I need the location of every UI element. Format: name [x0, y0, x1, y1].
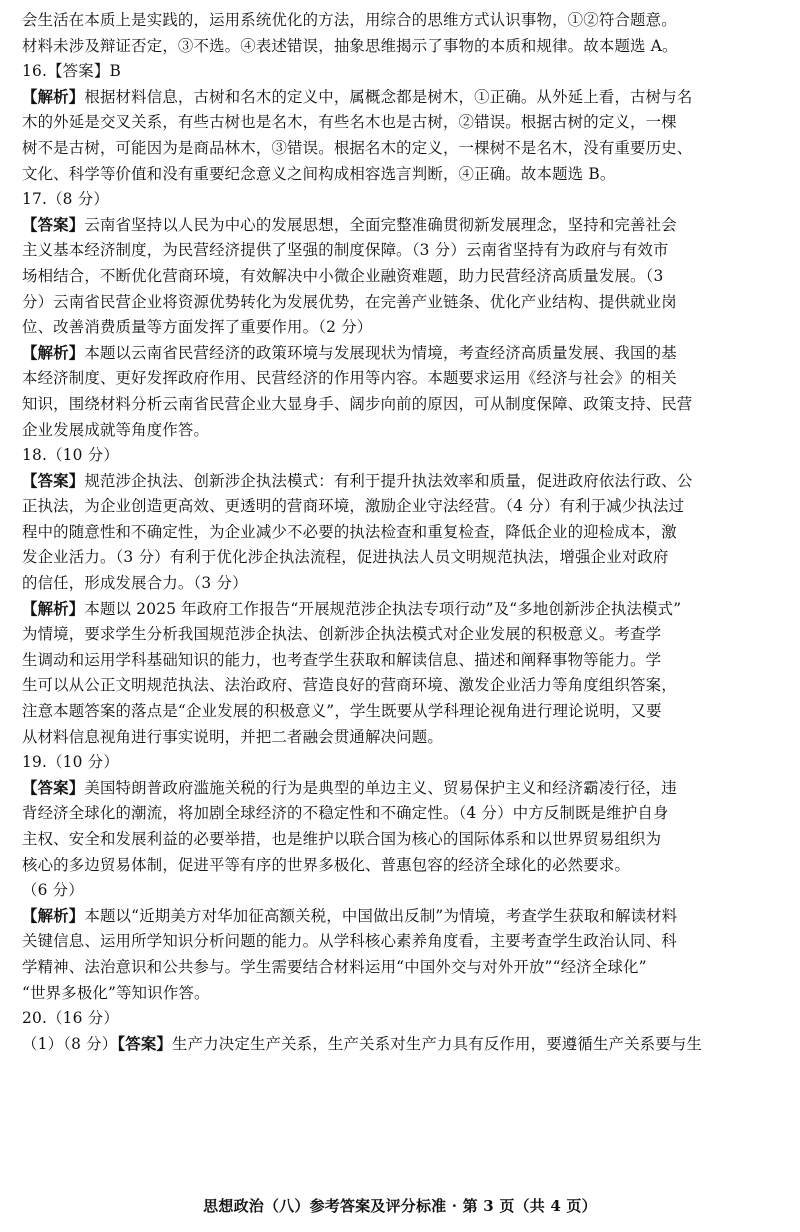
- section-line: [22, 673, 782, 699]
- line-text: 文化、科学等价值和没有重要纪念意义之间构成相容选言判断，④正确。故本题选 B。: [22, 164, 616, 183]
- section-label: 【答案】: [22, 471, 85, 490]
- sub-question-prefix: （1）（8 分）: [22, 1034, 118, 1053]
- section-line: [22, 469, 782, 495]
- line-text: 材料未涉及辩证否定，③不选。④表述错误，抽象思维揭示了事物的本质和规律。故本题选 A。: [22, 36, 678, 55]
- line-text: 场相结合，不断优化营商环境，有效解决中小微企业融资难题，助力民营经济高质量发展。（3: [22, 266, 664, 285]
- section-line: [22, 520, 782, 546]
- section-label: 【解析】: [22, 87, 85, 106]
- section-line: [22, 1032, 782, 1058]
- line-text: （6 分）: [22, 881, 84, 900]
- line-text: 主权、安全和发展利益的必要举措，也是维护以联合国为核心的国际体系和以世界贸易组织为: [22, 830, 662, 848]
- section-line: [22, 545, 782, 571]
- section-line: [22, 981, 782, 1007]
- section-line: [22, 929, 782, 955]
- question-number: 17.（8 分）: [22, 190, 109, 209]
- section-label: 【答案】: [22, 215, 85, 234]
- section-line: [22, 648, 782, 674]
- line-text: 树不是古树，可能因为是商品林木，③错误。根据名木的定义，一棵树不是名木，没有重要历史、: [22, 138, 693, 157]
- answer-content: [22, 8, 782, 1057]
- line-text: 正执法，为企业创造更高效、更透明的营商环境，激励企业守法经营。（4 分）有利于减少执法过: [22, 497, 685, 516]
- line-text: “世界多极化”等知识作答。: [22, 983, 210, 1002]
- section-line: [22, 290, 782, 316]
- section-line: [22, 878, 782, 904]
- line-text: 学精神、法治意识和公共参与。学生需要结合材料运用“中国外交与对外开放”“经济全球化”: [22, 957, 647, 976]
- line-text: 本题以 2025 年政府工作报告“开展规范涉企执法专项行动”及“多地创新涉企执法模式”: [84, 599, 682, 618]
- line-text: 本经济制度、更好发挥政府作用、民营经济的作用等内容。本题要求运用《经济与社会》的相关: [22, 369, 677, 388]
- section-line: [22, 315, 782, 341]
- section-line: [22, 622, 782, 648]
- line-text: 程中的随意性和不确定性，为企业减少不必要的执法检查和重复检查，降低企业的迎检成本，激: [22, 522, 677, 541]
- section-label: 【解析】: [22, 343, 85, 362]
- section-label: 【解析】: [22, 599, 85, 618]
- line-text: 会生活在本质上是实践的，运用系统优化的方法，用综合的思维方式认识事物，①②符合题意。: [22, 11, 677, 29]
- section-line: [22, 392, 782, 418]
- line-text: 规范涉企执法、创新涉企执法模式：有利于提升执法效率和质量，促进政府依法行政、公: [84, 471, 693, 490]
- question-number: 19.（10 分）: [22, 753, 119, 772]
- section-line: [22, 341, 782, 367]
- line-text: 分）云南省民营企业将资源优势转化为发展优势，在完善产业链条、优化产业结构、提供就业岗: [22, 292, 677, 311]
- section-line: [22, 136, 782, 162]
- section-line: [22, 827, 782, 853]
- text-line: [22, 34, 782, 60]
- line-text: 注意本题答案的落点是“企业发展的积极意义”，学生既要从学科理论视角进行理论说明，又要: [22, 702, 662, 721]
- page-footer: 思想政治（八）参考答案及评分标准 · 第 3 页（共 4 页）: [203, 1197, 597, 1215]
- section-line: [22, 801, 782, 827]
- section-line: [22, 213, 782, 239]
- section-line: [22, 904, 782, 930]
- line-text: 主义基本经济制度，为民营经济提供了坚强的制度保障。（3 分）云南省坚持有为政府与有效市: [22, 241, 669, 260]
- section-line: [22, 85, 782, 111]
- line-text: 企业发展成就等角度作答。: [22, 420, 210, 439]
- section-line: [22, 366, 782, 392]
- question-number: 20.（16 分）: [22, 1009, 119, 1028]
- section-label: 【答案】: [117, 1034, 173, 1053]
- section-line: [22, 571, 782, 597]
- section-label: 【解析】: [22, 906, 85, 925]
- section-line: [22, 162, 782, 188]
- section-line: [22, 494, 782, 520]
- line-text: 关键信息、运用所学知识分析问题的能力。从学科核心素养角度看，主要考查学生政治认同、科: [22, 932, 677, 951]
- text-line: [22, 8, 782, 34]
- line-text: 为情境，要求学生分析我国规范涉企执法、创新涉企执法模式对企业发展的积极意义。考查学: [22, 625, 662, 644]
- section-line: [22, 776, 782, 802]
- line-text: 本题以云南省民营经济的政策环境与发展现状为情境，考查经济高质量发展、我国的基: [84, 343, 677, 362]
- line-text: 从材料信息视角进行事实说明，并把二者融会贯通解决问题。: [22, 727, 443, 746]
- section-line: [22, 418, 782, 444]
- section-line: [22, 238, 782, 264]
- line-text: 生产力决定生产关系，生产关系对生产力具有反作用，要遵循生产关系要与生: [172, 1034, 703, 1053]
- section-line: [22, 725, 782, 751]
- line-text: 知识，围绕材料分析云南省民营企业大显身手、阔步向前的原因，可从制度保障、政策支持、民营: [22, 394, 693, 413]
- section-label: 【答案】: [22, 778, 85, 797]
- line-text: 背经济全球化的潮流，将加剧全球经济的不稳定性和不确定性。（4 分）中方反制既是维护自身: [22, 804, 669, 823]
- line-text: 云南省坚持以人民为中心的发展思想，全面完整准确贯彻新发展理念，坚持和完善社会: [84, 215, 677, 234]
- line-text: 根据材料信息，古树和名木的定义中，属概念都是树木，①正确。从外延上看，古树与名: [84, 87, 693, 106]
- section-line: [22, 597, 782, 623]
- line-text: 美国特朗普政府滥施关税的行为是典型的单边主义、贸易保护主义和经济霸凌行径，违: [84, 778, 677, 797]
- section-line: [22, 853, 782, 879]
- line-text: 的信任，形成发展合力。（3 分）: [22, 574, 248, 593]
- section-line: [22, 264, 782, 290]
- line-text: 木的外延是交叉关系，有些古树也是名木，有些名木也是古树，②错误。根据古树的定义，一棵: [22, 113, 677, 132]
- section-line: [22, 110, 782, 136]
- line-text: 生可以从公正文明规范执法、法治政府、营造良好的营商环境、激发企业活力等角度组织答案，: [22, 676, 677, 695]
- section-line: [22, 955, 782, 981]
- question-number: 16.【答案】B: [22, 62, 121, 81]
- line-text: 本题以“近期美方对华加征高额关税，中国做出反制”为情境，考查学生获取和解读材料: [84, 906, 678, 925]
- line-text: 位、改善消费质量等方面发挥了重要作用。（2 分）: [22, 318, 373, 337]
- line-text: 生调动和运用学科基础知识的能力，也考查学生获取和解读信息、描述和阐释事物等能力。学: [22, 650, 662, 669]
- section-line: [22, 699, 782, 725]
- line-text: 发企业活力。（3 分）有利于优化涉企执法流程，促进执法人员文明规范执法，增强企业对政府: [22, 548, 669, 567]
- line-text: 核心的多边贸易体制，促进平等有序的世界多极化、普惠包容的经济全球化的必然要求。: [22, 855, 631, 874]
- question-number: 18.（10 分）: [22, 446, 119, 465]
